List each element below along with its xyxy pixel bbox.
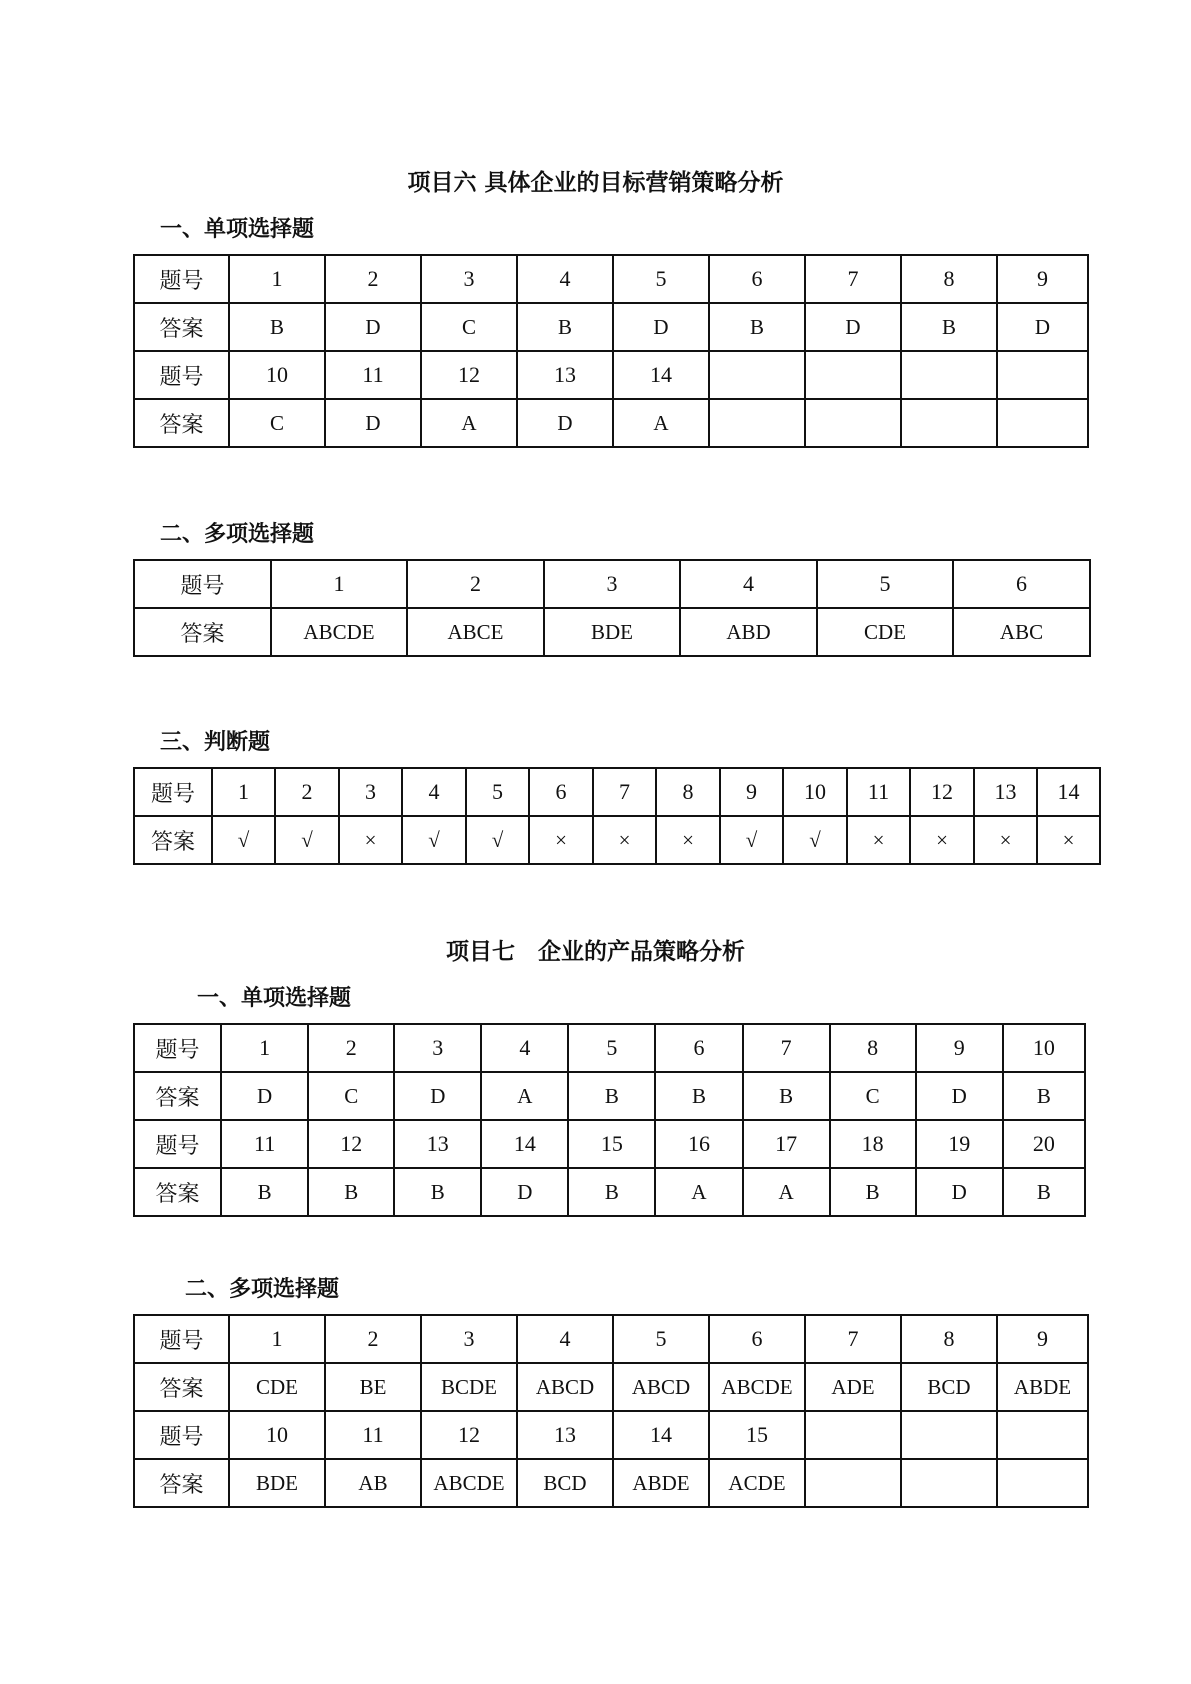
answer-cell: B [229,303,325,351]
answer-cell: A [655,1168,742,1216]
question-number-cell: 2 [308,1024,394,1072]
answer-cell: √ [466,816,529,864]
answer-cell: BDE [229,1459,325,1507]
question-number-cell: 4 [402,768,466,816]
answer-cell: A [421,399,517,447]
table-row [134,768,1100,816]
row-label: 答案 [134,608,271,656]
project6-judge-table [133,767,1101,865]
table-row [134,1072,1085,1120]
row-label: 题号 [134,560,271,608]
question-number-cell: 3 [544,560,680,608]
answer-cell: BCDE [421,1363,517,1411]
question-number-cell: 1 [212,768,275,816]
answer-cell: ABCDE [421,1459,517,1507]
question-number-cell: 15 [709,1411,805,1459]
question-number-cell: 13 [974,768,1037,816]
answer-cell: B [709,303,805,351]
row-label: 题号 [134,768,212,816]
question-number-cell: 10 [229,351,325,399]
answer-cell: B [394,1168,481,1216]
answer-cell: × [593,816,656,864]
row-label: 答案 [134,399,229,447]
answer-cell: D [325,399,421,447]
table-row [134,399,1088,447]
question-number-cell: 9 [720,768,783,816]
question-number-cell: 6 [709,1315,805,1363]
question-number-cell: 11 [325,351,421,399]
answer-cell: C [421,303,517,351]
answer-cell [901,399,997,447]
question-number-cell: 11 [325,1411,421,1459]
answer-cell: × [656,816,720,864]
question-number-cell: 14 [613,1411,709,1459]
question-number-cell: 1 [229,1315,325,1363]
answer-cell: √ [720,816,783,864]
question-number-cell: 2 [407,560,544,608]
table-row [134,816,1100,864]
row-label: 答案 [134,816,212,864]
answer-cell: B [830,1168,916,1216]
question-number-cell [805,351,901,399]
answer-cell: C [830,1072,916,1120]
question-number-cell [901,351,997,399]
answer-cell: A [481,1072,568,1120]
table-row [134,1024,1085,1072]
question-number-cell: 5 [613,255,709,303]
question-number-cell: 9 [997,1315,1088,1363]
answer-cell: AB [325,1459,421,1507]
answer-cell: ADE [805,1363,901,1411]
answer-cell: ABCDE [709,1363,805,1411]
answer-cell [997,1459,1088,1507]
project7-title: 项目七 企业的产品策略分析 [446,939,745,965]
answer-cell: × [974,816,1037,864]
question-number-cell: 10 [229,1411,325,1459]
row-label: 题号 [134,1024,221,1072]
question-number-cell: 15 [568,1120,655,1168]
question-number-cell: 5 [817,560,953,608]
question-number-cell: 6 [709,255,805,303]
answer-cell: D [805,303,901,351]
answer-cell: B [901,303,997,351]
answer-cell: B [568,1168,655,1216]
question-number-cell: 6 [655,1024,742,1072]
question-number-cell: 1 [271,560,407,608]
question-number-cell: 1 [221,1024,308,1072]
row-label: 题号 [134,1411,229,1459]
answer-cell: B [568,1072,655,1120]
question-number-cell: 11 [221,1120,308,1168]
answer-cell: × [847,816,910,864]
question-number-cell: 5 [568,1024,655,1072]
answer-cell: B [517,303,613,351]
question-number-cell: 12 [421,351,517,399]
answer-cell: ABDE [997,1363,1088,1411]
row-label: 答案 [134,1363,229,1411]
answer-cell: D [394,1072,481,1120]
answer-cell [805,399,901,447]
question-number-cell: 3 [394,1024,481,1072]
question-number-cell: 6 [529,768,593,816]
table-row [134,303,1088,351]
question-number-cell: 2 [275,768,339,816]
question-number-cell: 7 [743,1024,830,1072]
row-label: 答案 [134,1072,221,1120]
answer-cell: B [1003,1168,1085,1216]
row-label: 题号 [134,1120,221,1168]
answer-cell: × [529,816,593,864]
answer-cell: B [308,1168,394,1216]
answer-cell: ABCDE [271,608,407,656]
table-row [134,1315,1088,1363]
table-row [134,1459,1088,1507]
table-row [134,255,1088,303]
question-number-cell: 7 [805,1315,901,1363]
question-number-cell [805,1411,901,1459]
question-number-cell [709,351,805,399]
answer-cell: D [325,303,421,351]
question-number-cell: 13 [394,1120,481,1168]
answer-cell: ABCD [613,1363,709,1411]
project7-multiple-heading: 二、多项选择题 [185,1277,340,1302]
answer-cell: BE [325,1363,421,1411]
answer-cell: ABD [680,608,817,656]
row-label: 答案 [134,1168,221,1216]
question-number-cell: 7 [593,768,656,816]
table-row [134,1168,1085,1216]
row-label: 题号 [134,255,229,303]
answer-cell: ACDE [709,1459,805,1507]
question-number-cell: 16 [655,1120,742,1168]
question-number-cell: 7 [805,255,901,303]
row-label: 题号 [134,351,229,399]
question-number-cell: 2 [325,1315,421,1363]
answer-cell [997,399,1088,447]
answer-cell: B [1003,1072,1085,1120]
question-number-cell [901,1411,997,1459]
answer-cell: A [613,399,709,447]
question-number-cell: 3 [421,255,517,303]
question-number-cell: 5 [466,768,529,816]
project7-multiple-table [133,1314,1089,1508]
question-number-cell: 12 [421,1411,517,1459]
question-number-cell: 8 [901,1315,997,1363]
project7-single-heading: 一、单项选择题 [197,986,352,1011]
answer-cell: √ [402,816,466,864]
answer-cell: × [910,816,974,864]
answer-cell: D [517,399,613,447]
answer-cell: BCD [517,1459,613,1507]
question-number-cell: 13 [517,1411,613,1459]
row-label: 答案 [134,303,229,351]
answer-cell: CDE [229,1363,325,1411]
answer-cell [709,399,805,447]
question-number-cell: 14 [1037,768,1100,816]
question-number-cell: 18 [830,1120,916,1168]
answer-cell: √ [212,816,275,864]
question-number-cell: 1 [229,255,325,303]
question-number-cell: 4 [517,255,613,303]
answer-cell: BCD [901,1363,997,1411]
question-number-cell: 19 [916,1120,1003,1168]
question-number-cell: 20 [1003,1120,1085,1168]
table-row [134,1120,1085,1168]
question-number-cell: 4 [680,560,817,608]
table-row [134,351,1088,399]
question-number-cell: 8 [830,1024,916,1072]
project6-multiple-heading: 二、多项选择题 [160,522,315,547]
table-row [134,1363,1088,1411]
answer-cell [901,1459,997,1507]
question-number-cell: 8 [901,255,997,303]
row-label: 题号 [134,1315,229,1363]
table-row [134,560,1090,608]
row-label: 答案 [134,1459,229,1507]
answer-cell: B [221,1168,308,1216]
answer-cell: √ [275,816,339,864]
project6-judge-heading: 三、判断题 [160,730,271,755]
question-number-cell: 6 [953,560,1090,608]
answer-cell: B [743,1072,830,1120]
question-number-cell: 10 [1003,1024,1085,1072]
answer-cell: D [997,303,1088,351]
answer-cell: ABDE [613,1459,709,1507]
question-number-cell: 3 [421,1315,517,1363]
question-number-cell: 12 [910,768,974,816]
answer-cell: C [308,1072,394,1120]
question-number-cell: 5 [613,1315,709,1363]
answer-cell: C [229,399,325,447]
question-number-cell: 13 [517,351,613,399]
question-number-cell [997,351,1088,399]
answer-cell: ABCD [517,1363,613,1411]
question-number-cell [997,1411,1088,1459]
question-number-cell: 9 [997,255,1088,303]
answer-cell: B [655,1072,742,1120]
answer-cell: × [339,816,402,864]
question-number-cell: 12 [308,1120,394,1168]
answer-cell: D [916,1072,1003,1120]
answer-cell: CDE [817,608,953,656]
answer-cell: BDE [544,608,680,656]
answer-cell: D [613,303,709,351]
table-row [134,608,1090,656]
answer-cell: × [1037,816,1100,864]
project6-multiple-table [133,559,1091,657]
project6-single-table [133,254,1089,448]
question-number-cell: 14 [481,1120,568,1168]
answer-cell: √ [783,816,847,864]
question-number-cell: 4 [517,1315,613,1363]
answer-cell: D [481,1168,568,1216]
answer-cell: D [916,1168,1003,1216]
answer-cell: D [221,1072,308,1120]
question-number-cell: 11 [847,768,910,816]
question-number-cell: 14 [613,351,709,399]
question-number-cell: 9 [916,1024,1003,1072]
project6-single-heading: 一、单项选择题 [160,217,315,242]
question-number-cell: 17 [743,1120,830,1168]
table-row [134,1411,1088,1459]
project6-title: 项目六 具体企业的目标营销策略分析 [407,170,784,196]
answer-cell [805,1459,901,1507]
answer-cell: A [743,1168,830,1216]
question-number-cell: 4 [481,1024,568,1072]
question-number-cell: 10 [783,768,847,816]
project7-single-table [133,1023,1086,1217]
question-number-cell: 8 [656,768,720,816]
answer-cell: ABCE [407,608,544,656]
question-number-cell: 2 [325,255,421,303]
answer-cell: ABC [953,608,1090,656]
question-number-cell: 3 [339,768,402,816]
